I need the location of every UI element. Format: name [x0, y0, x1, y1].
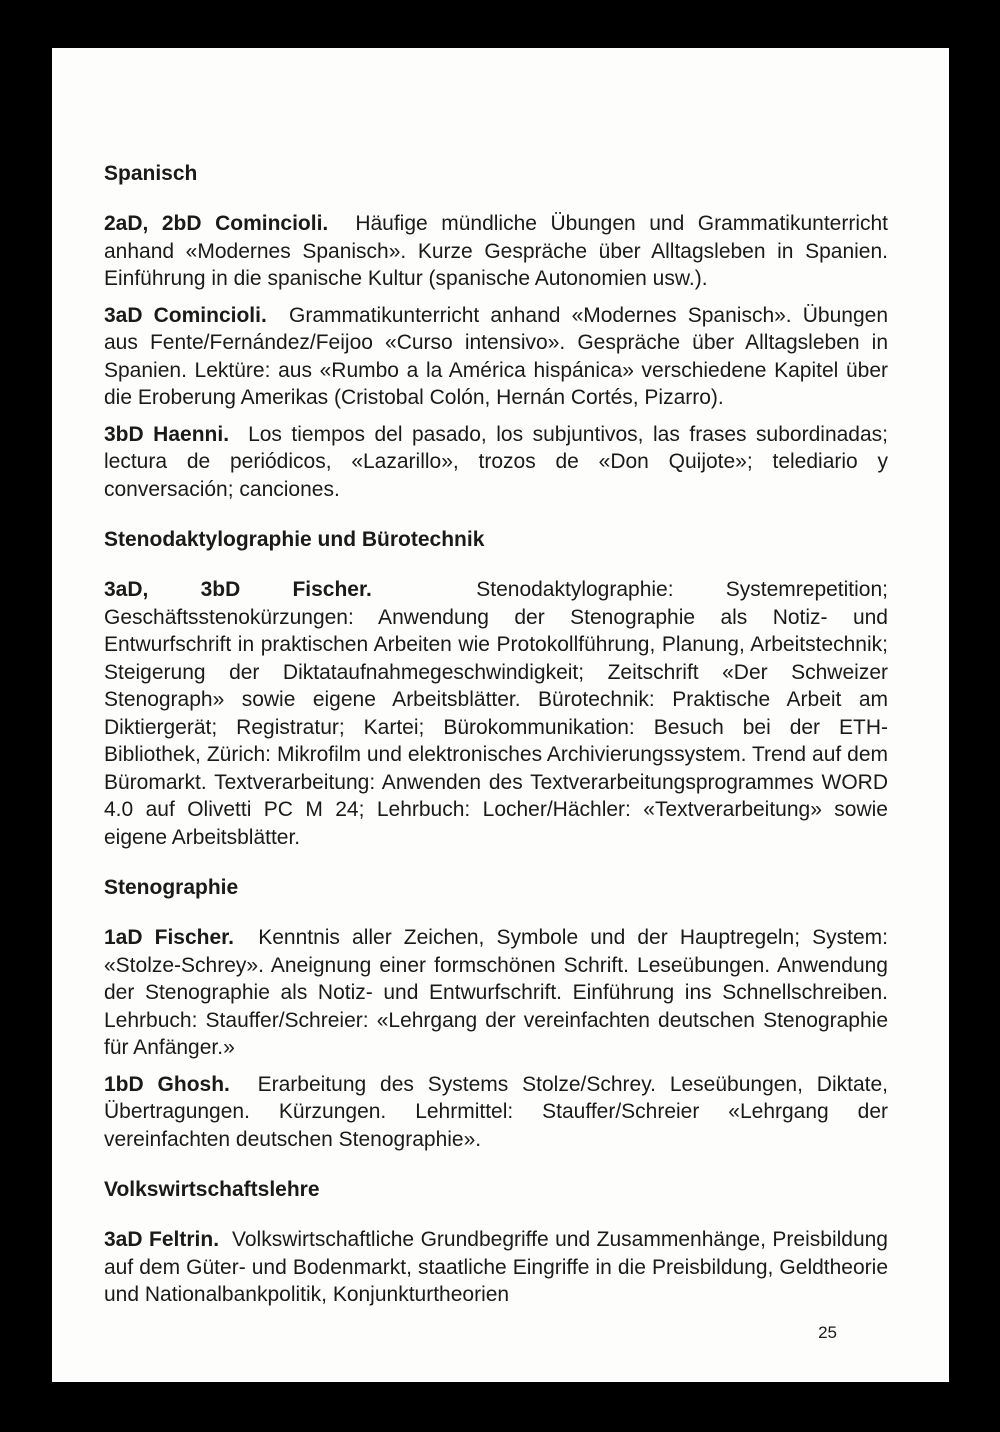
course-lead: 3aD Comincioli. — [104, 303, 267, 327]
section-stenographie — [104, 874, 888, 1153]
course-text: Volkswirtschaftliche Grundbegriffe und Zusammenhänge, Preisbildung auf dem Güter- und Bodenmarkt, staatliche Eingriffe in die Preisbildung, Geldtheorie und Nationalbankpolitik, Konjunkturtheorien — [104, 1228, 888, 1306]
course-lead: 1aD Fischer. — [104, 926, 234, 949]
course-text: Häufige mündliche Übungen und Grammatikunterricht anhand «Modernes Spanisch». Kurze Gespräche über Alltagsleben in Spanien. Einführung in die spanische Kultur (spanische Autonomien usw.). — [104, 212, 889, 290]
course-text: Kenntnis aller Zeichen, Symbole und der Hauptregeln; System: «Stolze-Schrey». Aneignung einer formschönen Schrift. Leseübungen. Anwendung der Stenographie als Notiz- und Entwurfschrift. Einführung ins Schnellschreiben. Lehrbuch: Stauffer/Schreier: «Lehrgang der vereinfachten deutschen Stenographie für Anfänger.» — [104, 926, 889, 1059]
course-lead: 2aD, 2bD Comincioli. — [104, 212, 329, 235]
course-entry — [104, 1226, 888, 1309]
section-heading: Stenodaktylographie und Bürotechnik — [104, 528, 485, 551]
section-heading: Stenographie — [104, 876, 239, 899]
section-spanisch — [104, 160, 888, 503]
course-entry — [104, 576, 888, 851]
section-heading: Volkswirtschaftslehre — [104, 1178, 320, 1201]
section-stenodaktylographie — [104, 526, 888, 851]
page-content — [104, 160, 888, 1332]
course-text: Grammatikunterricht anhand «Modernes Spanisch». Übungen aus Fente/Fernández/Feijoo «Curso intensivo». Gespräche über Alltagsleben in Spanien. Lektüre: aus «Rumbo a la América hispánica» verschiedene Kapitel über die Eroberung Amerikas (Cristobal Colón, Hernán Cortés, Pizarro). — [104, 303, 888, 409]
course-entry — [104, 302, 888, 412]
course-lead: 3aD, 3bD Fischer. — [104, 578, 372, 601]
course-text: Erarbeitung des Systems Stolze/Schrey. Leseübungen, Diktate, Übertragungen. Kürzungen. Lehrmittel: Stauffer/Schreier «Lehrgang der vereinfachten deutschen Stenographie». — [104, 1072, 889, 1151]
course-entry — [104, 924, 888, 1062]
course-entry — [104, 210, 888, 293]
course-text: Los tiempos del pasado, los subjuntivos, las frases subordinadas; lectura de periódicos, «Lazarillo», trozos de «Don Quijote»; telediario y conversación; canciones. — [104, 422, 888, 501]
document-page — [52, 48, 949, 1382]
course-lead: 1bD Ghosh. — [104, 1072, 230, 1096]
course-entry — [104, 421, 888, 504]
section-heading: Spanisch — [104, 162, 198, 185]
course-text: Stenodaktylographie: Systemrepetition; Geschäftsstenokürzungen: Anwendung der Stenographie als Notiz- und Entwurfschrift in praktischen Arbeiten wie Protokollführung, Planung, Arbeitstechnik; Steigerung der Diktataufnahmegeschwindigkeit; Zeitschrift «Der Schweizer Stenograph» sowie eigene Arbeitsblätter. Bürotechnik: Praktische Arbeit am Diktiergerät; Registratur; Kartei; Bürokommunikation: Besuch bei der ETH-Bibliothek, Zürich: Mikrofilm und elektronisches Archivierungssystem. Trend auf dem Büromarkt. Textverarbeitung: Anwenden des Textverarbeitungsprogrammes WORD 4.0 auf Olivetti PC M 24; Lehrbuch: Locher/Hächler: «Textverarbeitung» sowie eigene Arbeitsblätter. — [104, 578, 888, 849]
course-lead: 3aD Feltrin. — [104, 1228, 220, 1251]
course-entry — [104, 1071, 888, 1154]
section-volkswirtschaftslehre — [104, 1176, 888, 1309]
page-number: 25 — [818, 1323, 837, 1342]
course-lead: 3bD Haenni. — [104, 422, 230, 446]
